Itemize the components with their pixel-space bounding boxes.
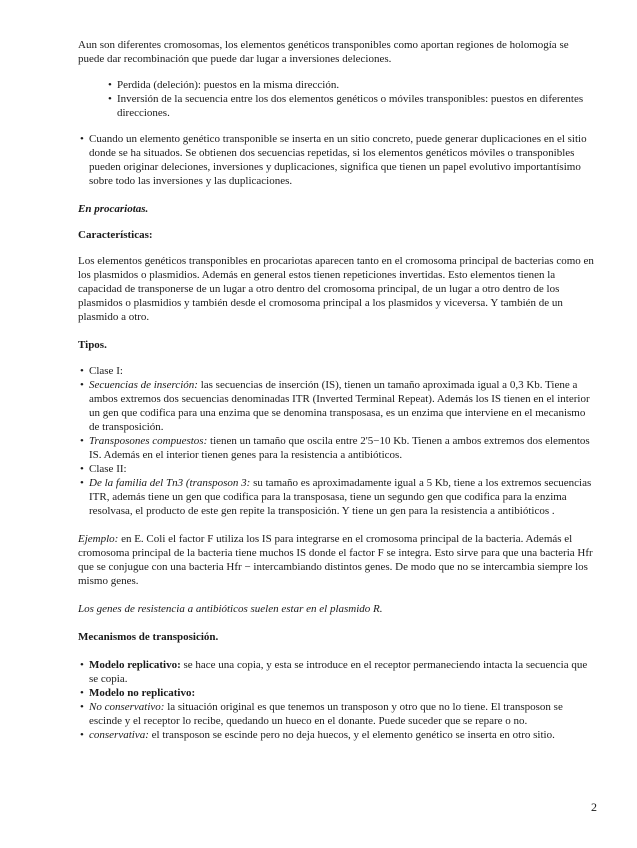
sub-bullet-item: • Inversión de la secuencia entre los dos elementos genéticos o móviles transponibles: puestos en diferentes direcciones. (106, 92, 597, 120)
mechanism-item-conservative (78, 728, 597, 742)
heading-prokaryotes: En procariotas. (78, 203, 149, 215)
term-insertion-sequences: Secuencias de inserción: (89, 379, 198, 391)
term-replicative: Modelo replicativo: (89, 659, 181, 671)
types-item-tn3-family (78, 476, 597, 518)
mechanism-item-non-conservative (78, 700, 597, 728)
text-compound-transposons: tienen un tamaño que oscila entre 2'5−10 Kb. Tienen a ambos extremos dos elementos IS. Además en el interior tienen genes para la resistencia a antibióticos. (89, 435, 590, 461)
plasmid-note: Los genes de resistencia a antibióticos suelen estar en el plasmido R. (78, 603, 383, 615)
example-text: en E. Coli el factor F utiliza los IS para integrarse en el cromosoma principal de la bacteria. Además el cromosoma principal de la bacteria tiene muchos IS donde el factor F se integra. Esto sirve para que una bacteria Hfr que se conjugue con una bacteria Hfr − intercambiando distintos genes. De modo que no se intercambia siempre los mismo genes. (78, 533, 593, 587)
text-insertion-sequences: las secuencias de inserción (IS), tienen un tamaño aproximada igual a 0,3 Kb. Tiene a ambos extremos dos secuencias denominadas ITR (Inverted Terminal Repeat). Además los IS tienen en el interior un gen que codifica para una enzima que se denomina transposasa, es un enzima que interviene en el mecanismo de transposición. (89, 379, 590, 433)
mechanism-item-replicative (78, 658, 597, 686)
sub-bullet-item: • Perdida (deleción): puestos en la misma dirección. (106, 78, 597, 92)
heading-mechanisms: Mecanismos de transposición. (78, 631, 219, 643)
term-non-conservative: No conservativo: (89, 701, 165, 713)
types-item-insertion-sequences (78, 378, 597, 434)
term-non-replicative: Modelo no replicativo: (89, 687, 196, 699)
types-item-compound-transposons (78, 434, 597, 462)
heading-types: Tipos. (78, 339, 107, 351)
example-label: Ejemplo: (78, 533, 119, 545)
heading-features: Características: (78, 229, 153, 241)
text-replicative: se hace una copia, y esta se introduce en el receptor permaneciendo intacta la secuencia que se copia. (89, 659, 588, 685)
page-number: 2 (591, 800, 597, 814)
types-item-clase1: • Clase I: (78, 364, 597, 378)
text-tn3-family: su tamaño es aproximadamente igual a 5 Kb, tiene a los extremos secuencias ITR, además tiene un gen que codifica para la transposasa, tiene un segundo gen que codifica para la enzima resolvasa, el producto de este gen repite la transposición. Y tiene un gen para la resistencia a antibióticos . (89, 477, 592, 517)
mechanisms-list (78, 658, 597, 742)
types-list (78, 364, 597, 518)
term-tn3-family: De la familia del Tn3 (transposon 3: (89, 477, 251, 489)
text-non-conservative: la situación original es que tenemos un transposon y otro que no lo tiene. El transposon se escinde y el receptor lo recibe, quedando un hueco en el donante. Puede suceder que se repare o no. (89, 701, 563, 727)
features-paragraph: Los elementos genéticos transponibles en procariotas aparecen tanto en el cromosoma principal de bacterias como en los plasmidos o plasmidios. Además en general estos tienen repeticiones invertidas. Esto elementos tienen la capacidad de transponerse de un lugar a otro dentro del cromosoma principal, de un lugar a otro dentro de los plasmidos o plasmidios y también desde el cromosoma principal a los plasmidos y viceversa. Y también de un plasmido a otro. (78, 255, 594, 323)
text-conservative: el transposon se escinde pero no deja huecos, y el elemento genético se inserta en otro sitio. (148, 729, 555, 741)
insertion-bullet-list (78, 132, 597, 188)
term-compound-transposons: Transposones compuestos: (89, 435, 208, 447)
types-item-clase2: • Clase II: (78, 462, 597, 476)
example-paragraph (78, 532, 597, 588)
mechanism-item-non-replicative (78, 686, 597, 700)
term-conservative: conservativa: (89, 729, 149, 741)
intro-paragraph: Aun son diferentes cromosomas, los elementos genéticos transponibles como aportan regiones de holomogía se puede dar recombinación que puede dar lugar a inversiones deleciones. (78, 39, 569, 65)
sub-bullet-list (106, 78, 597, 120)
insertion-bullet-item: • Cuando un elemento genético transponible se inserta en un sitio concreto, puede generar duplicaciones en el sitio donde se ha situados. Se obtienen dos secuencias repetidas, si los elementos genéticos móviles o transponibles pueden originar deleciones, inversiones y duplicaciones, significa que tienen un papel evolutivo importantísimo sobre todo las inversiones y las duplicaciones. (78, 132, 597, 188)
